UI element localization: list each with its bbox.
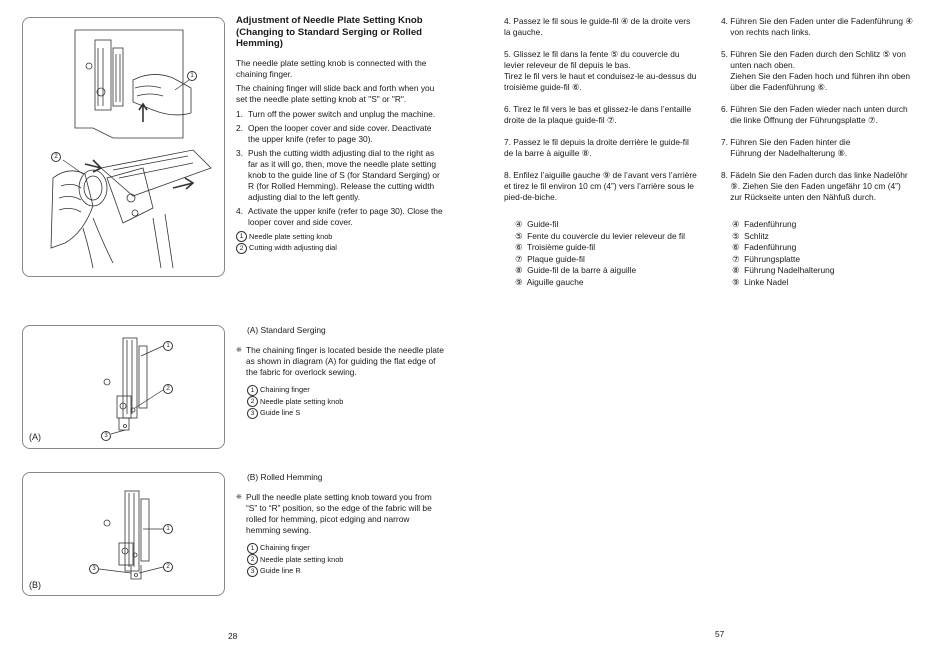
german-step-line: 6. Führen Sie den Faden wieder nach unten durch [721, 104, 908, 114]
german-step-line: über die Fadenführung ⑥. [721, 82, 828, 92]
section-a [236, 325, 444, 419]
german-step [721, 170, 931, 203]
french-step [504, 49, 714, 93]
french-step-line: 7. Passez le fil depuis la droite derrière le guide-fil [504, 137, 689, 147]
legend-item: 1 Chaining finger [247, 384, 444, 396]
french-legend-item: ⑤ Fente du couvercle du levier releveur de fil [515, 230, 685, 241]
section-a-legend [236, 384, 444, 419]
german-step [721, 49, 931, 93]
french-step-line: la gauche. [504, 27, 543, 37]
french-column [504, 16, 714, 288]
machine-drawing [23, 18, 224, 276]
german-legend-item: ⑥ Fadenführung [732, 242, 797, 252]
left-text-column [236, 15, 444, 254]
german-step-line: 8. Fädeln Sie den Faden durch das linke Nadelöhr [721, 170, 908, 180]
legend-item: 1 Needle plate setting knob [236, 231, 444, 243]
main-legend [236, 231, 444, 254]
french-legend [504, 219, 714, 288]
french-legend-item: ⑦ Plaque guide-fil [515, 253, 585, 264]
french-step [504, 137, 714, 159]
french-step-line: 8. Enfilez l’aiguille gauche ⑨ de l’avant vers l’arrière [504, 170, 697, 180]
german-step-line: die linke Öffnung der Führungsplatte ⑦. [721, 115, 878, 125]
legend-item: 1 Chaining finger [247, 542, 444, 554]
figure-b-drawing [23, 473, 224, 595]
figure-b-callout-3: 3 [89, 563, 99, 574]
french-step-line: droite de la plaque guide-fil ⑦. [504, 115, 617, 125]
german-legend-item: ⑤ Schlitz [732, 230, 769, 241]
german-legend-item: ④ Fadenführung [732, 219, 797, 229]
main-callout-2: 2 [51, 151, 61, 162]
page-title: Adjustment of Needle Plate Setting Knob (Changing to Standard Serging or Rolled Hemming) [236, 15, 423, 49]
intro-paragraph-1: The needle plate setting knob is connected with the chaining finger. [236, 57, 427, 79]
french-step-line: 4. Passez le fil sous le guide-fil ④ de la droite vers [504, 16, 691, 26]
figure-a-callout-2: 2 [163, 383, 173, 394]
main-illustration [22, 17, 225, 277]
german-step [721, 16, 931, 38]
french-legend-item: ⑨ Aiguille gauche [515, 276, 584, 287]
german-step [721, 137, 931, 159]
intro-paragraph-2: The chaining finger will slide back and forth when you set the needle plate setting knob at "S" or "R". [236, 82, 435, 104]
german-legend-item: ⑨ Linke Nadel [732, 276, 789, 287]
section-b-heading: (B) Rolled Hemming [247, 472, 323, 482]
french-step-line: 6. Tirez le fil vers le bas et glissez-le dans l’entaille [504, 104, 692, 114]
legend-item: 2 Cutting width adjusting dial [236, 242, 444, 254]
german-step-line: von rechts nach links. [721, 27, 811, 37]
legend-item: 2 Needle plate setting knob [247, 554, 444, 566]
french-step-line: de la barre à aiguille ⑧. [504, 148, 592, 158]
german-column [721, 16, 931, 288]
figure-a-callout-3: 3 [101, 430, 111, 441]
german-step-line: Führung der Nadelhalterung ⑧. [721, 148, 848, 158]
section-b-bullet: ❋ Pull the needle plate setting knob toward you from “S” to “R” position, so the edge of the fabric will be rolled for hemming, picot edging and narrow hemming sewing. [236, 492, 432, 535]
french-step-line: Tirez le fil vers le haut et conduisez-le au-dessus du [504, 71, 697, 81]
steps-list [236, 109, 444, 228]
german-legend [721, 219, 931, 288]
right-page-number: 57 [715, 629, 725, 639]
figure-b-callout-2: 2 [163, 561, 173, 572]
german-step-line: unten nach oben. [721, 60, 796, 70]
legend-item: 3 Guide line S [247, 407, 444, 419]
step-item: 3. Push the cutting width adjusting dial to the right as far as it will go, then, move the needle plate setting knob to the guide line of S (for Standard Serging) or R (for Rolled Hemming). Release the cutting width adjusting dial to the left gently. [236, 147, 440, 202]
german-legend-item: ⑧ Führung Nadelhalterung [732, 265, 835, 275]
step-item: 1. Turn off the power switch and unplug the machine. [236, 108, 436, 119]
french-legend-item: ⑧ Guide-fil de la barre à aiguille [515, 265, 637, 275]
german-step-line: Ziehen Sie den Faden hoch und führen ihn oben [721, 71, 911, 81]
legend-item: 2 Needle plate setting knob [247, 396, 444, 408]
german-step-line: 7. Führen Sie den Faden hinter die [721, 137, 851, 147]
german-steps [721, 16, 931, 203]
figure-a [22, 325, 225, 449]
section-b-legend [236, 542, 444, 577]
french-legend-item: ⑥ Troisième guide-fil [515, 242, 596, 252]
french-legend-item: ④ Guide-fil [515, 219, 559, 229]
french-step [504, 170, 714, 203]
french-step [504, 104, 714, 126]
french-step-line: et tirez le fil environ 10 cm (4”) vers l’arrière sous le [504, 181, 694, 191]
section-b [236, 472, 444, 577]
section-a-bullet: ❋ The chaining finger is located beside the needle plate as shown in diagram (A) for guiding the flat edge of the fabric for overlock sewing. [236, 345, 444, 377]
figure-a-label: (A) [29, 432, 41, 442]
step-item: 2. Open the looper cover and side cover. Deactivate the upper knife (refer to page 30). [236, 122, 432, 144]
main-callout-1: 1 [187, 70, 197, 81]
german-step-line: 5. Führen Sie den Faden durch den Schlitz ⑤ von [721, 49, 906, 59]
french-step [504, 16, 714, 38]
french-steps [504, 16, 714, 203]
german-legend-item: ⑦ Führungsplatte [732, 253, 801, 264]
german-step [721, 104, 931, 126]
french-step-line: pied-de-biche. [504, 192, 558, 202]
german-step-line: ⑨. Ziehen Sie den Faden ungefähr 10 cm (4”) [721, 181, 901, 191]
french-step-line: levier releveur de fil depuis le bas. [504, 60, 631, 70]
french-step-line: 5. Glissez le fil dans la fente ⑤ du couvercle du [504, 49, 680, 59]
figure-a-callout-1: 1 [163, 340, 173, 351]
figure-a-drawing [23, 326, 224, 448]
figure-b-callout-1: 1 [163, 523, 173, 534]
step-item: 4. Activate the upper knife (refer to page 30). Close the looper cover and side cover. [236, 205, 443, 227]
figure-b [22, 472, 225, 596]
section-a-heading: (A) Standard Serging [247, 325, 326, 335]
french-step-line: troisième guide-fil ⑥. [504, 82, 582, 92]
german-step-line: 4. Führen Sie den Faden unter die Fadenführung ④ [721, 16, 913, 26]
legend-item: 3 Guide line R [247, 565, 444, 577]
figure-b-label: (B) [29, 580, 41, 590]
left-page-number: 28 [228, 631, 238, 641]
german-step-line: zur Rückseite unten den Nähfuß durch. [721, 192, 877, 202]
